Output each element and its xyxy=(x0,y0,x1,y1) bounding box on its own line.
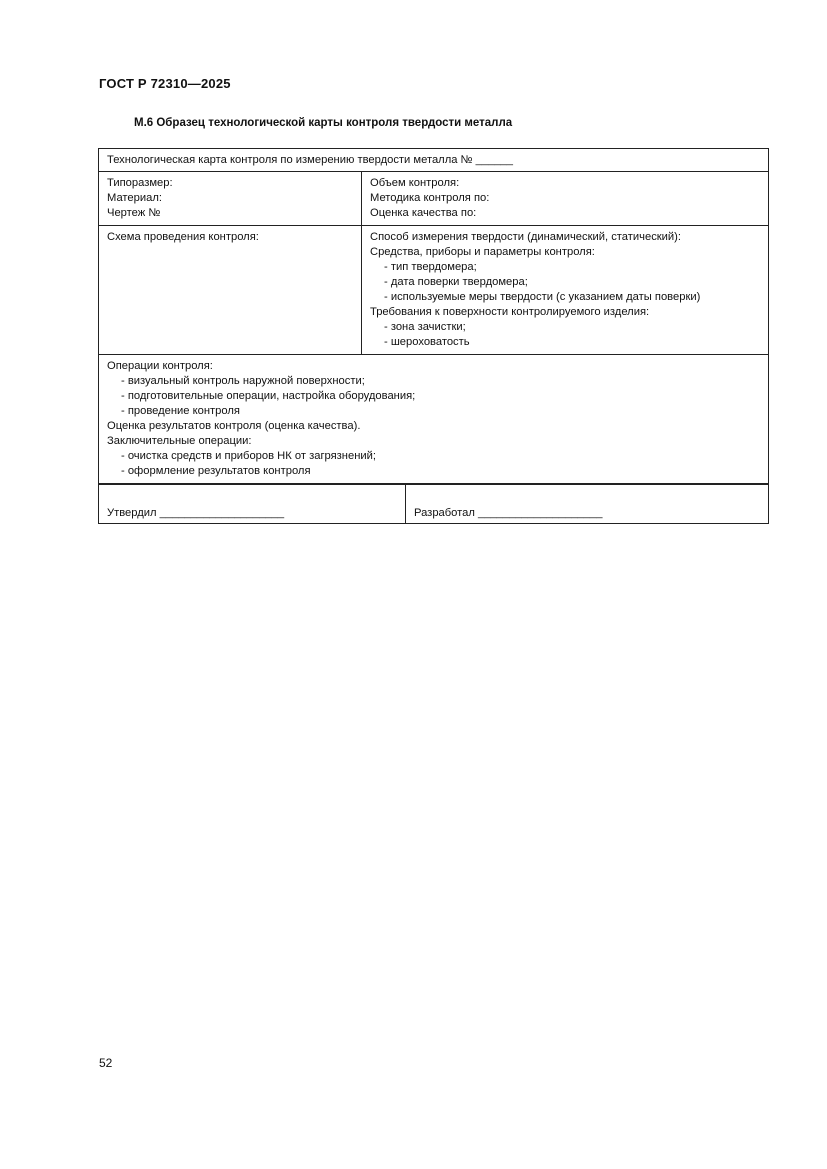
drawing-label: Чертеж № xyxy=(107,207,161,219)
approved-signature: Утвердил ____________________ xyxy=(107,507,285,519)
final-operations-heading: Заключительные операции: xyxy=(107,435,252,447)
measurement-method: Способ измерения твердости (динамический, статический): xyxy=(370,231,682,243)
developed-signature: Разработал ____________________ xyxy=(414,507,603,519)
section-title: М.6 Образец технологической карты контроля твердости металла xyxy=(134,117,513,129)
params-cell xyxy=(362,226,768,354)
list-item: - визуальный контроль наружной поверхности; xyxy=(121,375,365,387)
card-params-row xyxy=(99,225,768,354)
developed-cell xyxy=(406,485,768,523)
scheme-cell xyxy=(99,226,362,354)
list-item: - проведение контроля xyxy=(121,405,240,417)
list-item: - шероховатость xyxy=(384,336,470,348)
list-item: - используемые меры твердости (с указанием даты поверки) xyxy=(384,291,701,303)
operations-cell xyxy=(99,355,768,483)
card-operations-row xyxy=(99,354,768,483)
evaluation-line: Оценка результатов контроля (оценка качества). xyxy=(107,420,361,432)
document-id: ГОСТ Р 72310—2025 xyxy=(99,76,231,91)
list-item: - тип твердомера; xyxy=(384,261,477,273)
technological-card-table xyxy=(98,148,769,524)
list-item: - дата поверки твердомера; xyxy=(384,276,528,288)
card-info-row xyxy=(99,171,768,225)
material-label: Материал: xyxy=(107,192,162,204)
product-info-cell xyxy=(99,172,362,225)
method-label: Методика контроля по: xyxy=(370,192,490,204)
quality-label: Оценка качества по: xyxy=(370,207,477,219)
size-label: Типоразмер: xyxy=(107,177,173,189)
list-item: - оформление результатов контроля xyxy=(121,465,311,477)
card-title-row xyxy=(99,149,768,171)
list-item: - подготовительные операции, настройка оборудования; xyxy=(121,390,416,402)
card-signature-row xyxy=(99,483,768,523)
scheme-label: Схема проведения контроля: xyxy=(107,231,259,243)
control-info-cell xyxy=(362,172,768,225)
list-item: - очистка средств и приборов НК от загрязнений; xyxy=(121,450,376,462)
list-item: - зона зачистки; xyxy=(384,321,466,333)
operations-heading: Операции контроля: xyxy=(107,360,213,372)
approved-cell xyxy=(99,485,406,523)
surface-heading: Требования к поверхности контролируемого изделия: xyxy=(370,306,650,318)
card-title: Технологическая карта контроля по измерению твердости металла № ______ xyxy=(107,154,514,166)
volume-label: Объем контроля: xyxy=(370,177,460,189)
tools-heading: Средства, приборы и параметры контроля: xyxy=(370,246,595,258)
page-number: 52 xyxy=(99,1056,113,1070)
